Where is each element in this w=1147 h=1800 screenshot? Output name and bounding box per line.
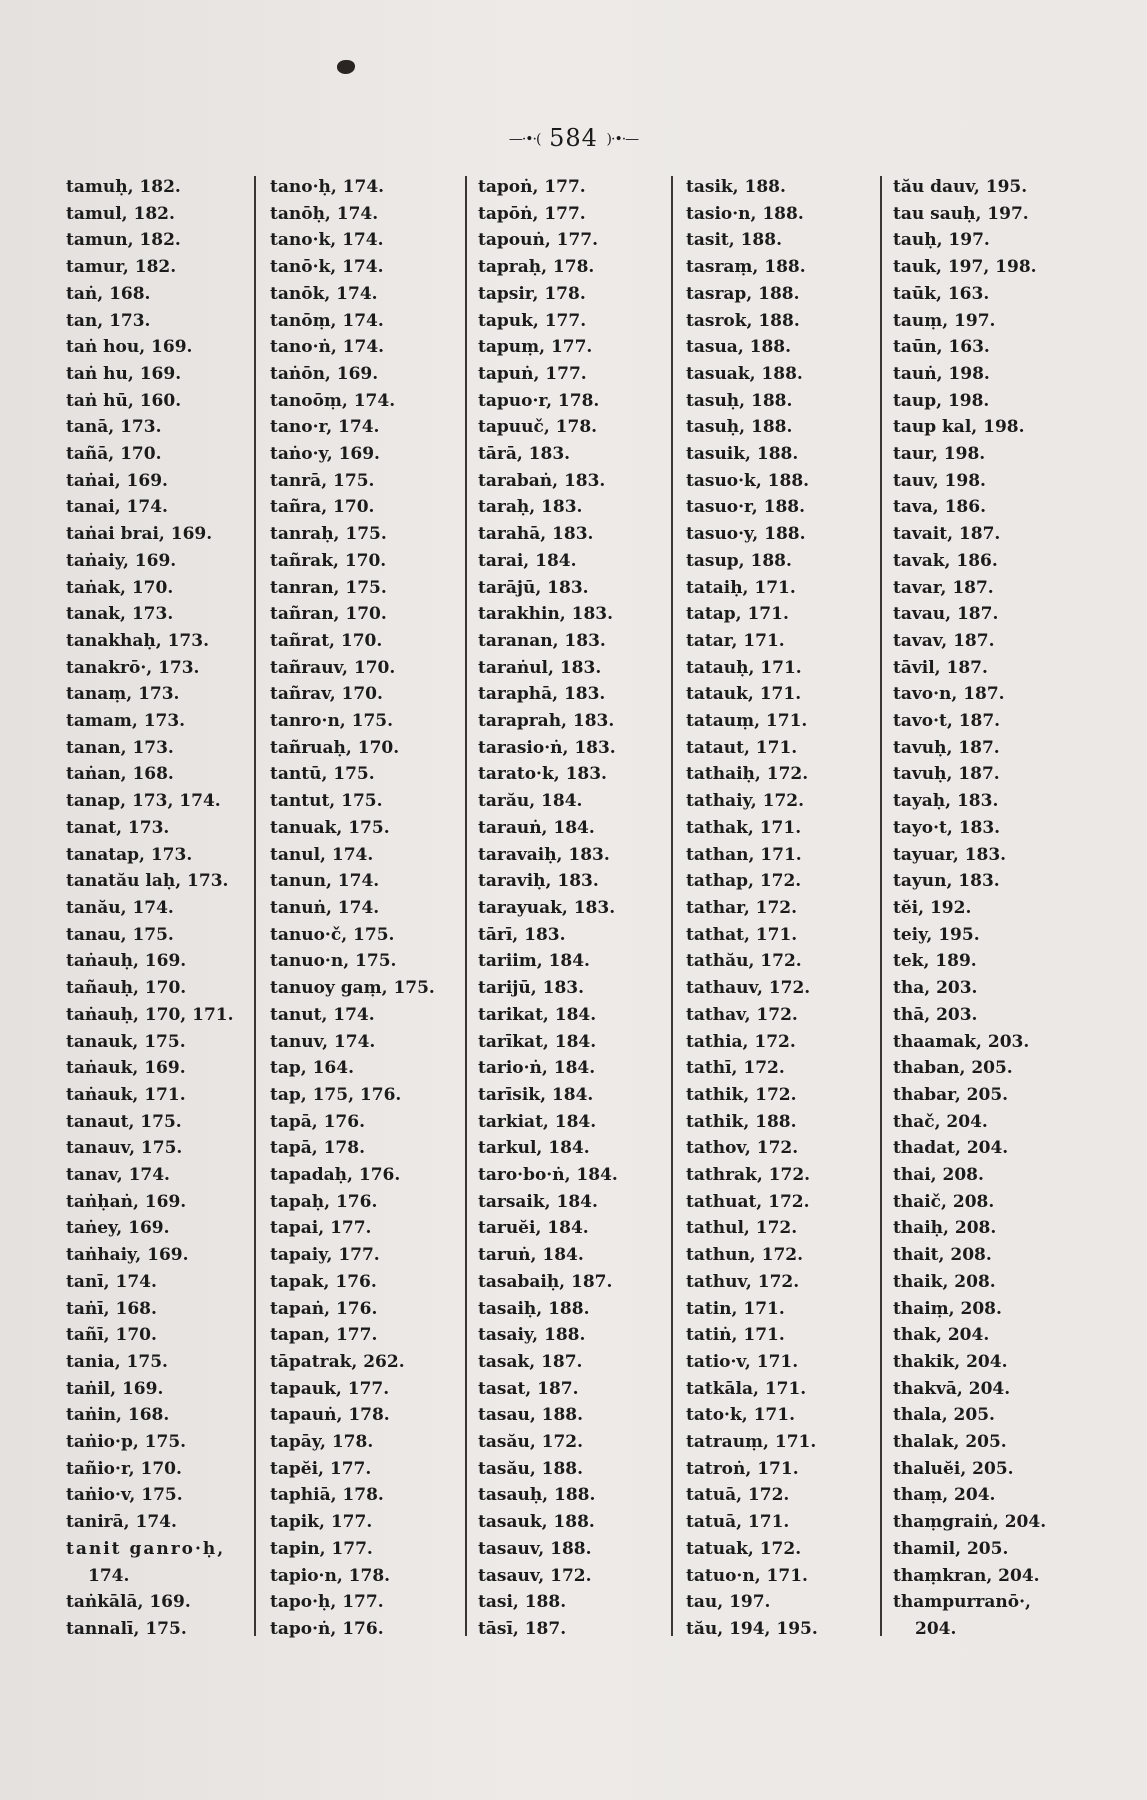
index-entry: taṅin, 168. [66,1405,170,1426]
index-entry: tataut, 171. [686,737,798,758]
index-entry: tapak, 176. [270,1271,377,1292]
index-entry: tatauṃ, 171. [686,711,808,732]
index-entry: thā, 203. [893,1004,978,1025]
index-entry: tario·ṅ, 184. [478,1058,596,1079]
index-entry: tārā, 183. [478,444,571,465]
index-entry: tano·r, 174. [270,417,380,438]
index-entry: tavav, 187. [893,630,995,651]
index-entry: tanuo·č, 175. [270,924,395,945]
column-divider [671,176,673,1636]
index-entry: taṅauḥ, 169. [66,951,187,972]
index-entry: tayaḥ, 183. [893,791,999,812]
index-entry: taraḥ, 183. [478,497,583,518]
index-entry: tathun, 172. [686,1245,804,1266]
index-entry: tatuā, 172. [686,1485,790,1506]
index-entry: tasău, 172. [478,1432,584,1453]
column-divider [465,176,467,1636]
index-entry: tayo·t, 183. [893,817,1001,838]
index-entry: tasat, 187. [478,1378,579,1399]
index-entry: tapan, 177. [270,1325,378,1346]
index-entry: tasuo·k, 188. [686,470,810,491]
index-entry: thaṃ, 204. [893,1485,996,1506]
index-entry: taṅauk, 171. [66,1084,186,1105]
index-entry: tasauv, 172. [478,1565,592,1586]
index-entry: taṅhaiy, 169. [66,1245,189,1266]
index-entry: tarato·k, 183. [478,764,607,785]
index-entry: tasup, 188. [686,550,792,571]
index-entry: tasi, 188. [478,1592,567,1613]
index-entry: tarauṅ, 184. [478,817,595,838]
index-entry: tapōṅ, 177. [478,203,586,224]
index-entry: thai, 208. [893,1165,984,1186]
index-entry: tamul, 182. [66,203,175,224]
index-entry: tañrat, 170. [270,630,383,651]
index-entry: taruĕi, 184. [478,1218,589,1239]
index-entry: tanā, 173. [66,417,162,438]
index-entry: tannalī, 175. [66,1618,187,1639]
index-entry: tathap, 172. [686,871,802,892]
index-entry: tapauk, 177. [270,1378,390,1399]
index-entry: tanran, 175. [270,577,387,598]
index-entry: tarayuak, 183. [478,897,616,918]
index-entry: taṅī, 168. [66,1298,157,1319]
index-entry: tatar, 171. [686,630,785,651]
index-entry: thaič, 208. [893,1191,995,1212]
index-entry: tapauṅ, 178. [270,1405,390,1426]
index-column-1 [66,174,246,1643]
index-entry: tavau, 187. [893,604,999,625]
index-entry: tathov, 172. [686,1138,799,1159]
index-entry: tañrauv, 170. [270,657,396,678]
index-column-4 [686,174,876,1643]
index-entry: thač, 204. [893,1111,988,1132]
index-entry: tathar, 172. [686,897,798,918]
index-entry: tasuo·r, 188. [686,497,806,518]
index-entry: tauk, 197, 198. [893,257,1037,278]
index-entry: tāsī, 187. [478,1618,567,1639]
index-entry: tano·k, 174. [270,230,384,251]
index-entry: taṅaiy, 169. [66,550,177,571]
index-entry: tarājū, 183. [478,577,589,598]
index-entry: tanōḥ, 174. [270,203,379,224]
index-entry: taup kal, 198. [893,417,1025,438]
index-entry: 204. [915,1618,957,1639]
index-entry: tathuv, 172. [686,1271,800,1292]
index-entry: tanakrō·, 173. [66,657,200,678]
index-entry: thampurranō·, [893,1592,1031,1613]
index-entry: tanuṅ, 174. [270,897,380,918]
index-entry: tapā, 178. [270,1138,366,1159]
header-ornament-left: —·•·( [508,131,541,148]
index-entry: tarasio·ṅ, 183. [478,737,616,758]
index-entry: thadat, 204. [893,1138,1009,1159]
index-entry: tapuṃ, 177. [478,337,593,358]
index-entry: tañī, 170. [66,1325,157,1346]
index-entry: taūn, 163. [893,337,990,358]
index-column-3 [478,174,658,1643]
index-entry: tato·k, 171. [686,1405,795,1426]
index-entry: tapāy, 178. [270,1432,374,1453]
index-entry: tathat, 171. [686,924,798,945]
index-entry: tamur, 182. [66,257,177,278]
index-entry: taṅkālā, 169. [66,1592,191,1613]
index-entry: tathav, 172. [686,1004,798,1025]
index-entry: taro·bo·ṅ, 184. [478,1165,618,1186]
index-entry: tanauv, 175. [66,1138,183,1159]
index-entry: tarahā, 183. [478,524,594,545]
index-entry: tău dauv, 195. [893,177,1028,197]
index-entry: tauḥ, 197. [893,230,990,251]
index-entry: tapo·ṅ, 176. [270,1618,384,1639]
index-entry: tanat, 173. [66,817,170,838]
index-entry: tanatău laḥ, 173. [66,871,229,892]
index-entry: tantut, 175. [270,791,383,812]
index-entry: taravaiḥ, 183. [478,844,610,865]
index-entry: tanău, 174. [66,897,174,918]
index-entry: tatauk, 171. [686,684,802,705]
index-entry: tapouṅ, 177. [478,230,599,251]
index-entry: tanrā, 175. [270,470,375,491]
index-column-2 [270,174,460,1643]
index-entry: tanun, 174. [270,871,380,892]
index-entry: taṅ, 168. [66,283,151,304]
index-entry: tasit, 188. [686,230,782,251]
index-entry: tasauḥ, 188. [478,1485,596,1506]
index-entry: tatiṅ, 171. [686,1325,785,1346]
index-entry: tanan, 173. [66,737,174,758]
index-entry: tārī, 183. [478,924,566,945]
index-entry: tap, 164. [270,1058,354,1079]
index-entry: tapĕi, 177. [270,1458,372,1479]
index-entry: tasio·n, 188. [686,203,804,224]
index-entry: tasabaiḥ, 187. [478,1271,613,1292]
index-entry: taṅauk, 169. [66,1058,186,1079]
index-entry: taṅan, 168. [66,764,174,785]
index-entry: tamun, 182. [66,230,181,251]
index-entry: tarai, 184. [478,550,577,571]
index-entry: tanō·k, 174. [270,257,384,278]
index-entry: taṅo·y, 169. [270,444,380,465]
index-entry: tanit ganro·ḥ, [66,1538,226,1559]
index-entry: tapuo·r, 178. [478,390,600,411]
index-entry: tarijū, 183. [478,978,585,999]
index-entry: tasuḥ, 188. [686,417,793,438]
index-entry: tapo·ḥ, 177. [270,1592,384,1613]
index-entry: 174. [88,1565,130,1586]
index-entry: thaiṃ, 208. [893,1298,1002,1319]
index-entry: tañra, 170. [270,497,375,518]
index-entry: tatauḥ, 171. [686,657,802,678]
index-entry: tarīkat, 184. [478,1031,597,1052]
index-entry: taranan, 183. [478,630,606,651]
index-entry: thakvā, 204. [893,1378,1011,1399]
index-entry: tanap, 173, 174. [66,791,221,812]
index-entry: tataiḥ, 171. [686,577,796,598]
index-entry: thak, 204. [893,1325,990,1346]
index-entry: tathī, 172. [686,1058,785,1079]
index-entry: tapaḥ, 176. [270,1191,378,1212]
index-entry: thaik, 208. [893,1271,996,1292]
index-entry: tañā, 170. [66,444,162,465]
index-entry: thala, 205. [893,1405,995,1426]
index-entry: thaamak, 203. [893,1031,1030,1052]
index-entry: tatuo·n, 171. [686,1565,808,1586]
index-entry: tathan, 171. [686,844,802,865]
index-entry: taphiā, 178. [270,1485,384,1506]
index-entry: tanuv, 174. [270,1031,376,1052]
index-entry: tasuik, 188. [686,444,799,465]
index-entry: thait, 208. [893,1245,992,1266]
index-entry: tasrok, 188. [686,310,800,331]
index-entry: tasaiy, 188. [478,1325,586,1346]
index-entry: tarabaṅ, 183. [478,470,606,491]
index-entry: taṅ hu, 169. [66,363,182,384]
index-entry: tasrap, 188. [686,283,800,304]
index-entry: tau, 197. [686,1592,771,1613]
index-entry: tatroṅ, 171. [686,1458,799,1479]
index-entry: tasraṃ, 188. [686,257,806,278]
index-entry: tathău, 172. [686,951,802,972]
index-entry: teiy, 195. [893,924,980,945]
index-entry: tamuḥ, 182. [66,177,181,197]
index-entry: tāvil, 187. [893,657,988,678]
index-entry: tanōk, 174. [270,283,378,304]
index-entry: tarikat, 184. [478,1004,597,1025]
index-entry: tapuuč, 178. [478,417,598,438]
index-column-5 [893,174,1073,1643]
index-entry: taṅil, 169. [66,1378,164,1399]
index-entry: tatap, 171. [686,604,789,625]
index-entry: tatkāla, 171. [686,1378,807,1399]
index-entry: tanro·n, 175. [270,711,394,732]
index-entry: thaluĕi, 205. [893,1458,1014,1479]
index-entry: tāpatrak, 262. [270,1351,405,1372]
index-entry: tapai, 177. [270,1218,372,1239]
index-entry: taraphā, 183. [478,684,606,705]
index-entry: tamam, 173. [66,711,186,732]
index-entry: tania, 175. [66,1351,168,1372]
index-entry: thabar, 205. [893,1084,1009,1105]
index-entry: tariim, 184. [478,951,590,972]
index-entry: thaṃkran, 204. [893,1565,1040,1586]
index-entry: tapadaḥ, 176. [270,1165,401,1186]
index-entry: taṅḥaṅ, 169. [66,1191,187,1212]
index-entry: tanōṃ, 174. [270,310,384,331]
index-entry: tasaiḥ, 188. [478,1298,590,1319]
index-entry: tava, 186. [893,497,987,518]
index-entry: tap, 175, 176. [270,1084,402,1105]
index-entry: taṅio·v, 175. [66,1485,183,1506]
index-entry: tasuḥ, 188. [686,390,793,411]
page-number: 584 [549,124,598,152]
index-entry: tathia, 172. [686,1031,796,1052]
column-divider [254,176,256,1636]
index-entry: tapio·n, 178. [270,1565,391,1586]
index-entry: tarău, 184. [478,791,583,812]
index-entry: taṅai, 169. [66,470,168,491]
index-entry: tasua, 188. [686,337,792,358]
index-entry: taṅ hou, 169. [66,337,193,358]
index-entry: tasik, 188. [686,177,786,197]
index-entry: tathaiḥ, 172. [686,764,809,785]
index-entry: tañruaḥ, 170. [270,737,400,758]
index-entry: tĕi, 192. [893,897,972,918]
index-entry: thaban, 205. [893,1058,1013,1079]
index-entry: tathak, 171. [686,817,802,838]
index-entry: tha, 203. [893,978,978,999]
index-entry: tanau, 175. [66,924,174,945]
index-entry: tapraḥ, 178. [478,257,595,278]
index-entry: tanul, 174. [270,844,374,865]
index-entry: tapaiy, 177. [270,1245,380,1266]
index-entry: tañrak, 170. [270,550,387,571]
index-entry: tathrak, 172. [686,1165,811,1186]
index-entry: tarakhin, 183. [478,604,614,625]
index-entry: taraṅul, 183. [478,657,602,678]
index-entry: tarkiat, 184. [478,1111,597,1132]
index-entry: thakik, 204. [893,1351,1008,1372]
index-entry: tavuḥ, 187. [893,764,1000,785]
index-entry: tavait, 187. [893,524,1001,545]
index-entry: tapoṅ, 177. [478,177,586,197]
index-entry: thaṃgraiṅ, 204. [893,1512,1047,1533]
index-entry: thaiḥ, 208. [893,1218,997,1239]
index-entry: tauṅ, 198. [893,363,990,384]
index-entry: tanaṃ, 173. [66,684,180,705]
index-entry: tatio·v, 171. [686,1351,799,1372]
index-entry: tanak, 173. [66,604,174,625]
index-entry: tapuk, 177. [478,310,587,331]
index-entry: tanī, 174. [66,1271,157,1292]
index-entry: tanuo·n, 175. [270,951,397,972]
index-entry: tavo·t, 187. [893,711,1001,732]
index-entry: taṅ hū, 160. [66,390,182,411]
index-entry: taraprah, 183. [478,711,615,732]
index-entry: tavo·n, 187. [893,684,1005,705]
index-entry: tasauv, 188. [478,1538,592,1559]
index-entry: taṅey, 169. [66,1218,170,1239]
index-entry: tavuḥ, 187. [893,737,1000,758]
index-entry: tanuoy gaṃ, 175. [270,978,435,999]
index-entry: tasak, 187. [478,1351,583,1372]
index-entry: taṅauḥ, 170, 171. [66,1004,234,1025]
index-entry: tasău, 188. [478,1458,584,1479]
index-entry: taṅai brai, 169. [66,524,213,545]
index-entry: tău, 194, 195. [686,1618,818,1639]
index-entry: tano·ṅ, 174. [270,337,385,358]
index-entry: tapā, 176. [270,1111,366,1132]
index-entry: thamil, 205. [893,1538,1009,1559]
index-entry: tathul, 172. [686,1218,798,1239]
index-entry: tano·ḥ, 174. [270,177,385,197]
index-entry: taruṅ, 184. [478,1245,584,1266]
index-entry: tapsir, 178. [478,283,586,304]
index-entry: tatuak, 172. [686,1538,802,1559]
index-entry: taup, 198. [893,390,990,411]
index-entry: tauv, 198. [893,470,986,491]
index-entry: tavak, 186. [893,550,998,571]
index-entry: tarīsik, 184. [478,1084,594,1105]
index-entry: taṅio·p, 175. [66,1432,187,1453]
ink-blot-mark [337,60,355,74]
index-entry: tatin, 171. [686,1298,785,1319]
index-entry: tapuṅ, 177. [478,363,587,384]
index-entry: tek, 189. [893,951,977,972]
index-entry: tarsaik, 184. [478,1191,598,1212]
index-entry: taṅak, 170. [66,577,174,598]
index-entry: tathuat, 172. [686,1191,810,1212]
index-entry: tau sauḥ, 197. [893,203,1029,224]
index-entry: tañrav, 170. [270,684,383,705]
index-entry: tapik, 177. [270,1512,373,1533]
index-entry: tan, 173. [66,310,151,331]
index-entry: taraviḥ, 183. [478,871,599,892]
index-entry: taur, 198. [893,444,986,465]
index-entry: tarkul, 184. [478,1138,590,1159]
index-entry: tanoōṃ, 174. [270,390,396,411]
index-entry: tanraḥ, 175. [270,524,387,545]
index-entry: tanaut, 175. [66,1111,182,1132]
index-entry: tathik, 172. [686,1084,797,1105]
index-entry: tanai, 174. [66,497,168,518]
index-entry: tathik, 188. [686,1111,797,1132]
index-entry: taṅōn, 169. [270,363,379,384]
page-header [0,124,1147,152]
index-entry: tasuak, 188. [686,363,803,384]
index-entry: tayun, 183. [893,871,1000,892]
index-entry: tañauḥ, 170. [66,978,187,999]
index-entry: tanuak, 175. [270,817,390,838]
index-entry: tanav, 174. [66,1165,170,1186]
index-entry: tañio·r, 170. [66,1458,182,1479]
index-entry: tañran, 170. [270,604,387,625]
header-ornament-right: )·•·— [606,131,639,148]
index-entry: tathaiy, 172. [686,791,805,812]
column-divider [880,176,882,1636]
index-entry: tayuar, 183. [893,844,1007,865]
index-entry: tantū, 175. [270,764,375,785]
index-entry: tatrauṃ, 171. [686,1432,817,1453]
index-entry: tasauk, 188. [478,1512,595,1533]
index-entry: tapaṅ, 176. [270,1298,378,1319]
index-entry: tanut, 174. [270,1004,375,1025]
index-entry: tanatap, 173. [66,844,193,865]
index-entry: tasau, 188. [478,1405,584,1426]
index-entry: tavar, 187. [893,577,994,598]
index-entry: tathauv, 172. [686,978,811,999]
index-entry: tapin, 177. [270,1538,373,1559]
index-entry: thalak, 205. [893,1432,1007,1453]
index-entry: tanakhaḥ, 173. [66,630,209,651]
index-entry: tatuā, 171. [686,1512,790,1533]
index-entry: tasuo·y, 188. [686,524,806,545]
index-entry: tanirā, 174. [66,1512,177,1533]
index-entry: taūk, 163. [893,283,990,304]
index-entry: tauṃ, 197. [893,310,996,331]
index-entry: tanauk, 175. [66,1031,186,1052]
